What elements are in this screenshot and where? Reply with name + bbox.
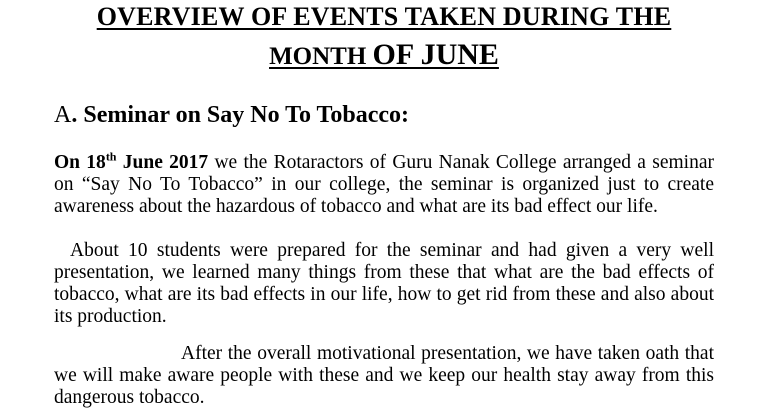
document-title-line-1: OVERVIEW OF EVENTS TAKEN DURING THE xyxy=(96,2,672,31)
title-month-text: MONTH xyxy=(269,43,373,70)
document-title-line-2 xyxy=(0,38,768,72)
paragraph-3: After the overall motivational presentation, we have taken oath that we will make aware people with these and we keep our health stay away from this dangerous tobacco. xyxy=(54,343,714,408)
title-of-june-text: OF JUNE xyxy=(372,38,499,71)
event-date-suffix: June 2017 xyxy=(116,152,209,173)
section-heading-text: . Seminar on Say No To Tobacco: xyxy=(71,102,409,128)
event-date-prefix: On 18 xyxy=(54,152,106,173)
event-date xyxy=(54,149,209,173)
paragraph-1 xyxy=(54,149,714,218)
section-letter: A xyxy=(54,102,72,128)
paragraph-2: About 10 students were prepared for the seminar and had given a very well presentation, we learned many things from these that what are the bad effects of tobacco, what are its bad effects in our life, how to get rid from these and also about its production. xyxy=(54,240,714,327)
paragraph-1-body: we the Rotaractors of Guru Nanak College arranged a seminar on “Say No To Tobacco” in our college, the seminar is organized just to create awareness about the hazardous of tobacco and what are its bad effect our life. xyxy=(54,152,714,217)
event-date-ordinal: th xyxy=(105,149,117,164)
section-heading xyxy=(54,102,409,129)
